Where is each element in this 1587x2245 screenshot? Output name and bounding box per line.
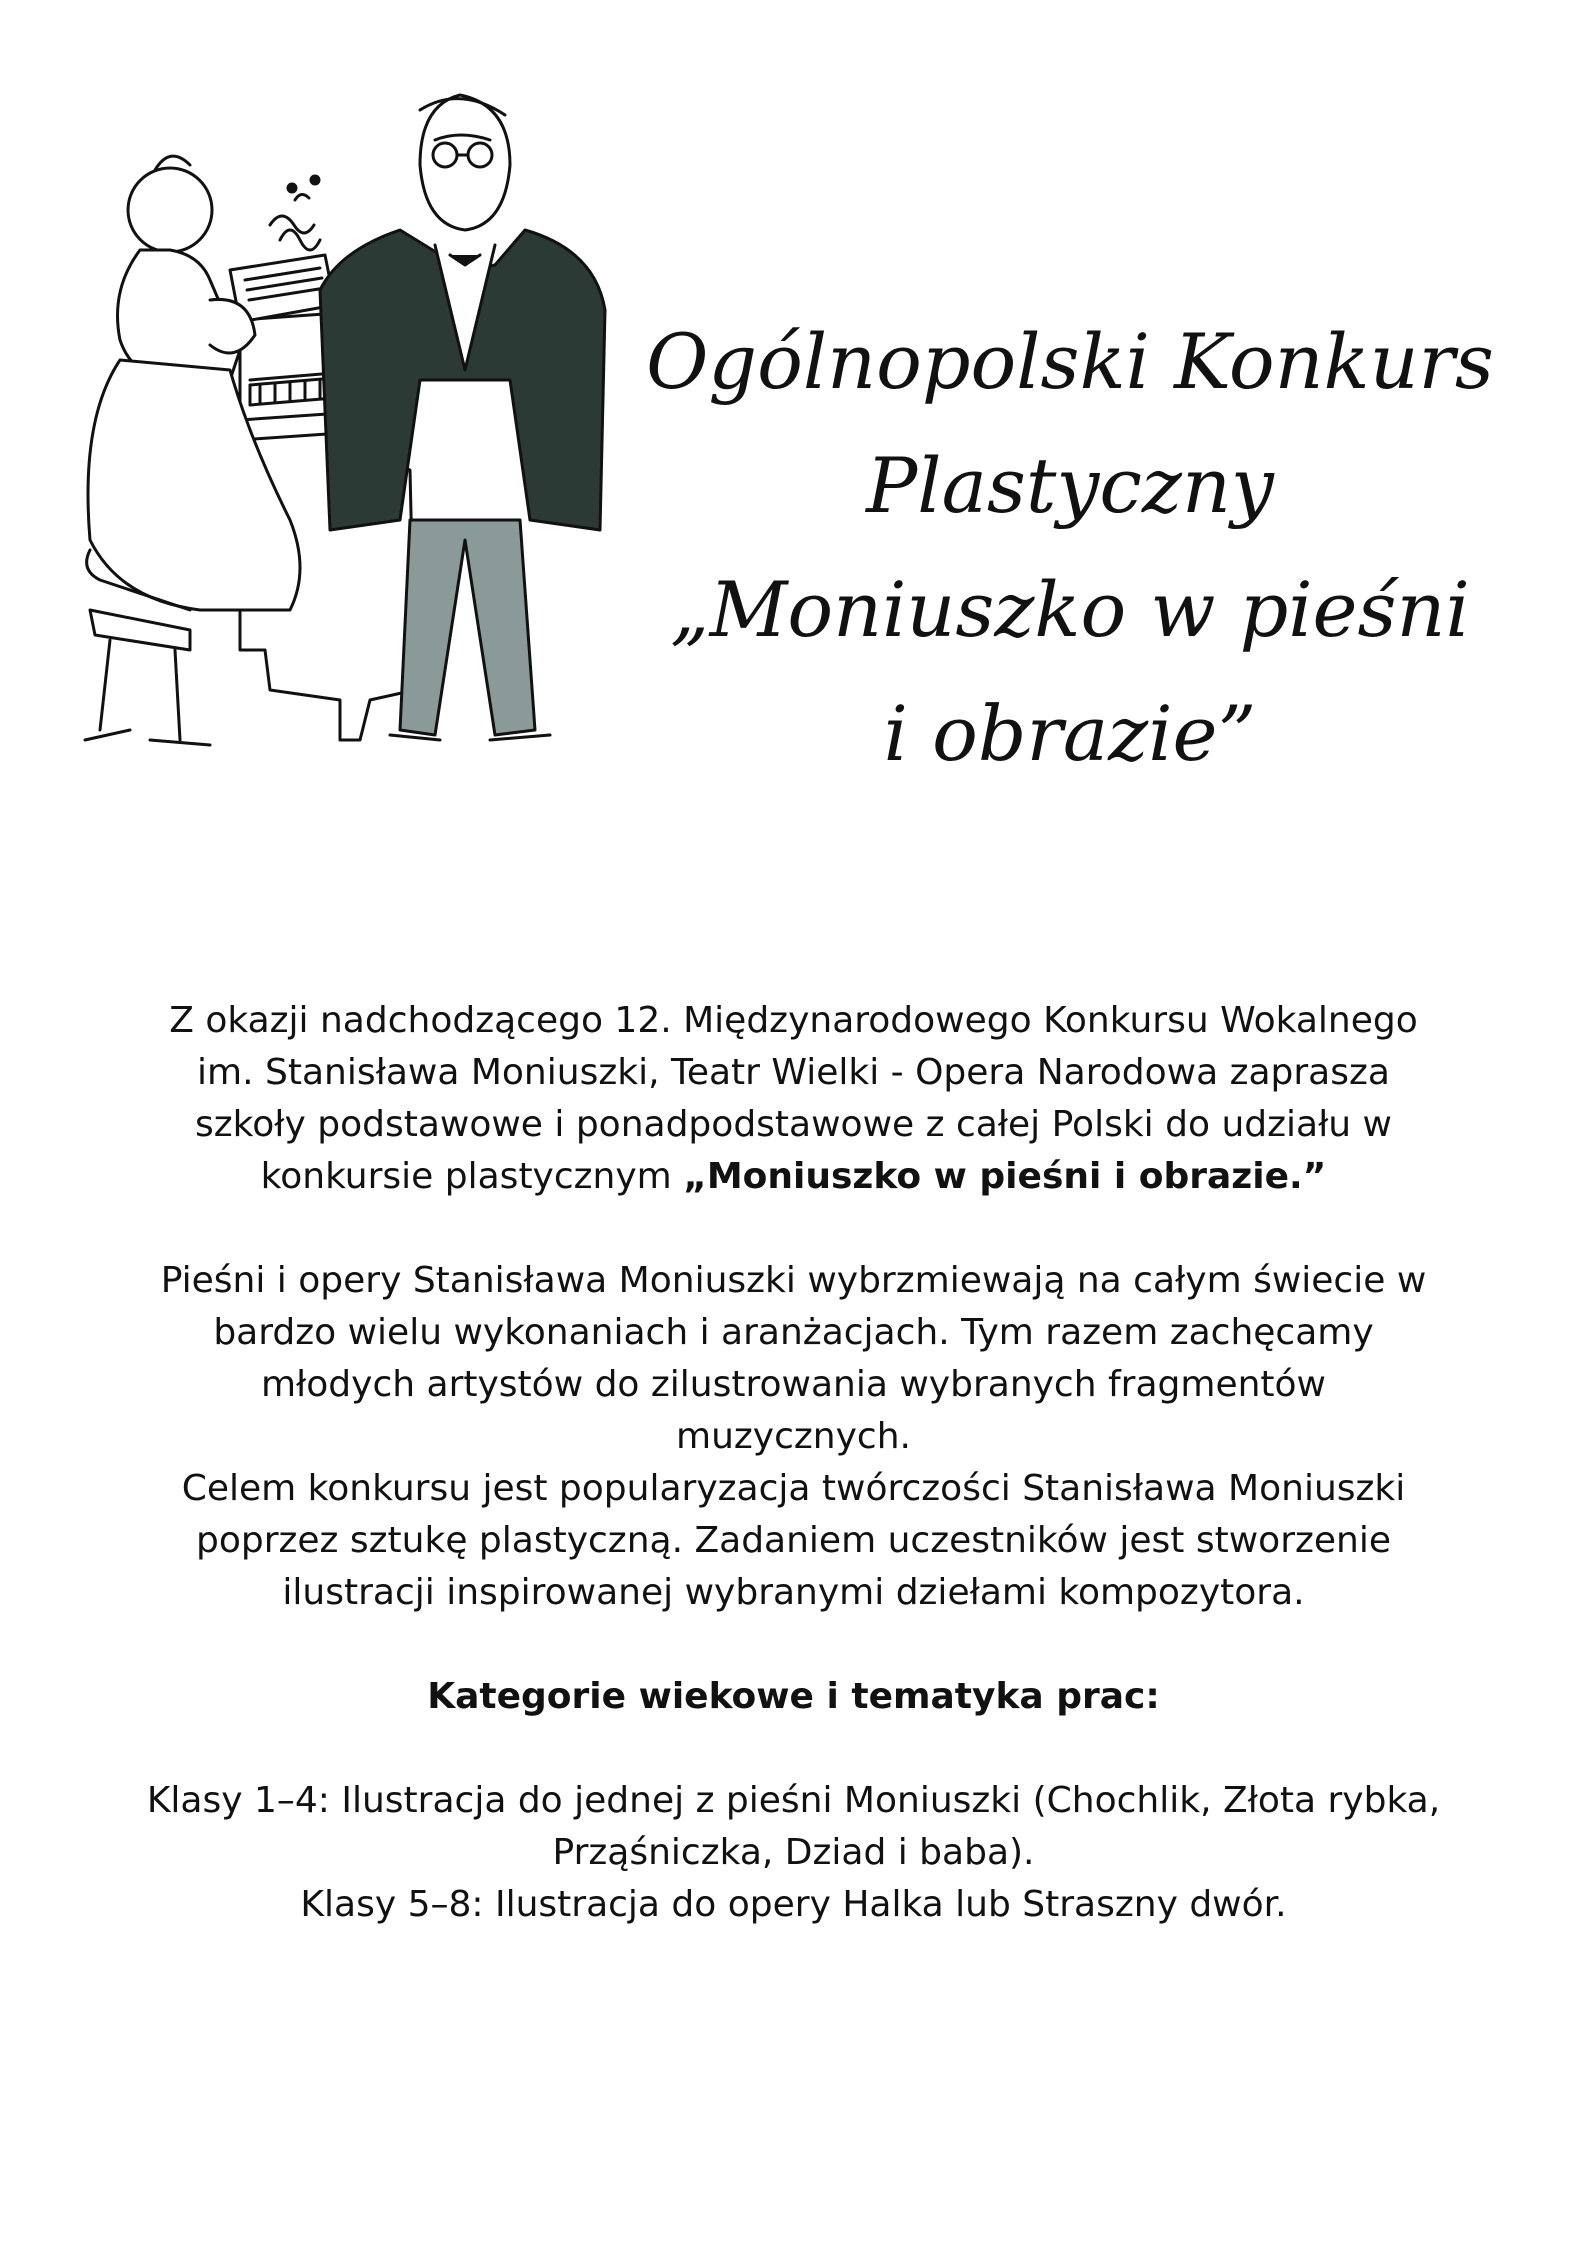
announcement-body: [60, 995, 1527, 1931]
piano-stool-icon: [85, 610, 210, 745]
category-line: Prząśniczka, Dziad i baba).: [552, 1832, 1035, 1873]
title-line: Plastyczny: [866, 441, 1274, 530]
paragraph-line: Pieśni i opery Stanisława Moniuszki wybrzmiewają na całym świecie w: [160, 1260, 1427, 1301]
categories-heading: Kategorie wiekowe i tematyka prac:: [427, 1676, 1160, 1717]
intro-line: im. Stanisława Moniuszki, Teatr Wielki - Opera Narodowa zaprasza: [197, 1052, 1390, 1093]
paragraph-line: bardzo wielu wykonaniach i aranżacjach. Tym razem zachęcamy: [213, 1312, 1374, 1353]
category-line: Klasy 1–4: Ilustracja do jednej z pieśni Moniuszki (Chochlik, Złota rybka,: [146, 1780, 1441, 1821]
title-line: „Moniuszko w pieśni: [670, 565, 1470, 654]
title-line: i obrazie”: [883, 689, 1257, 778]
paragraph-line: Celem konkursu jest popularyzacja twórczości Stanisława Moniuszki: [181, 1468, 1406, 1509]
intro-line: Z okazji nadchodzącego 12. Międzynarodowego Konkursu Wokalnego: [169, 1000, 1418, 1041]
intro-line: szkoły podstawowe i ponadpodstawowe z całej Polski do udziału w: [195, 1104, 1392, 1145]
intro-line: [60, 1151, 1527, 1203]
moniuszko-piano-illustration: [40, 50, 640, 770]
paragraph-line: muzycznych.: [676, 1416, 911, 1457]
music-notes-icon: [270, 194, 320, 250]
paragraph-line: młodych artystów do zilustrowania wybranych fragmentów: [260, 1364, 1326, 1405]
paragraph-line: ilustracji inspirowanej wybranymi dziełami kompozytora.: [282, 1572, 1305, 1613]
category-line: Klasy 5–8: Ilustracja do opery Halka lub Straszny dwór.: [300, 1884, 1287, 1925]
trousers-icon: [400, 520, 535, 735]
portrait-head-icon: [420, 95, 510, 230]
title-line: Ogólnopolski Konkurs: [646, 317, 1494, 406]
intro-text: konkursie plastycznym: [260, 1156, 684, 1197]
paragraph-line: poprzez sztukę plastyczną. Zadaniem uczestników jest stworzenie: [195, 1520, 1392, 1561]
contest-name: „Moniuszko w pieśni i obrazie.”: [683, 1156, 1327, 1197]
contest-title: [620, 300, 1520, 796]
